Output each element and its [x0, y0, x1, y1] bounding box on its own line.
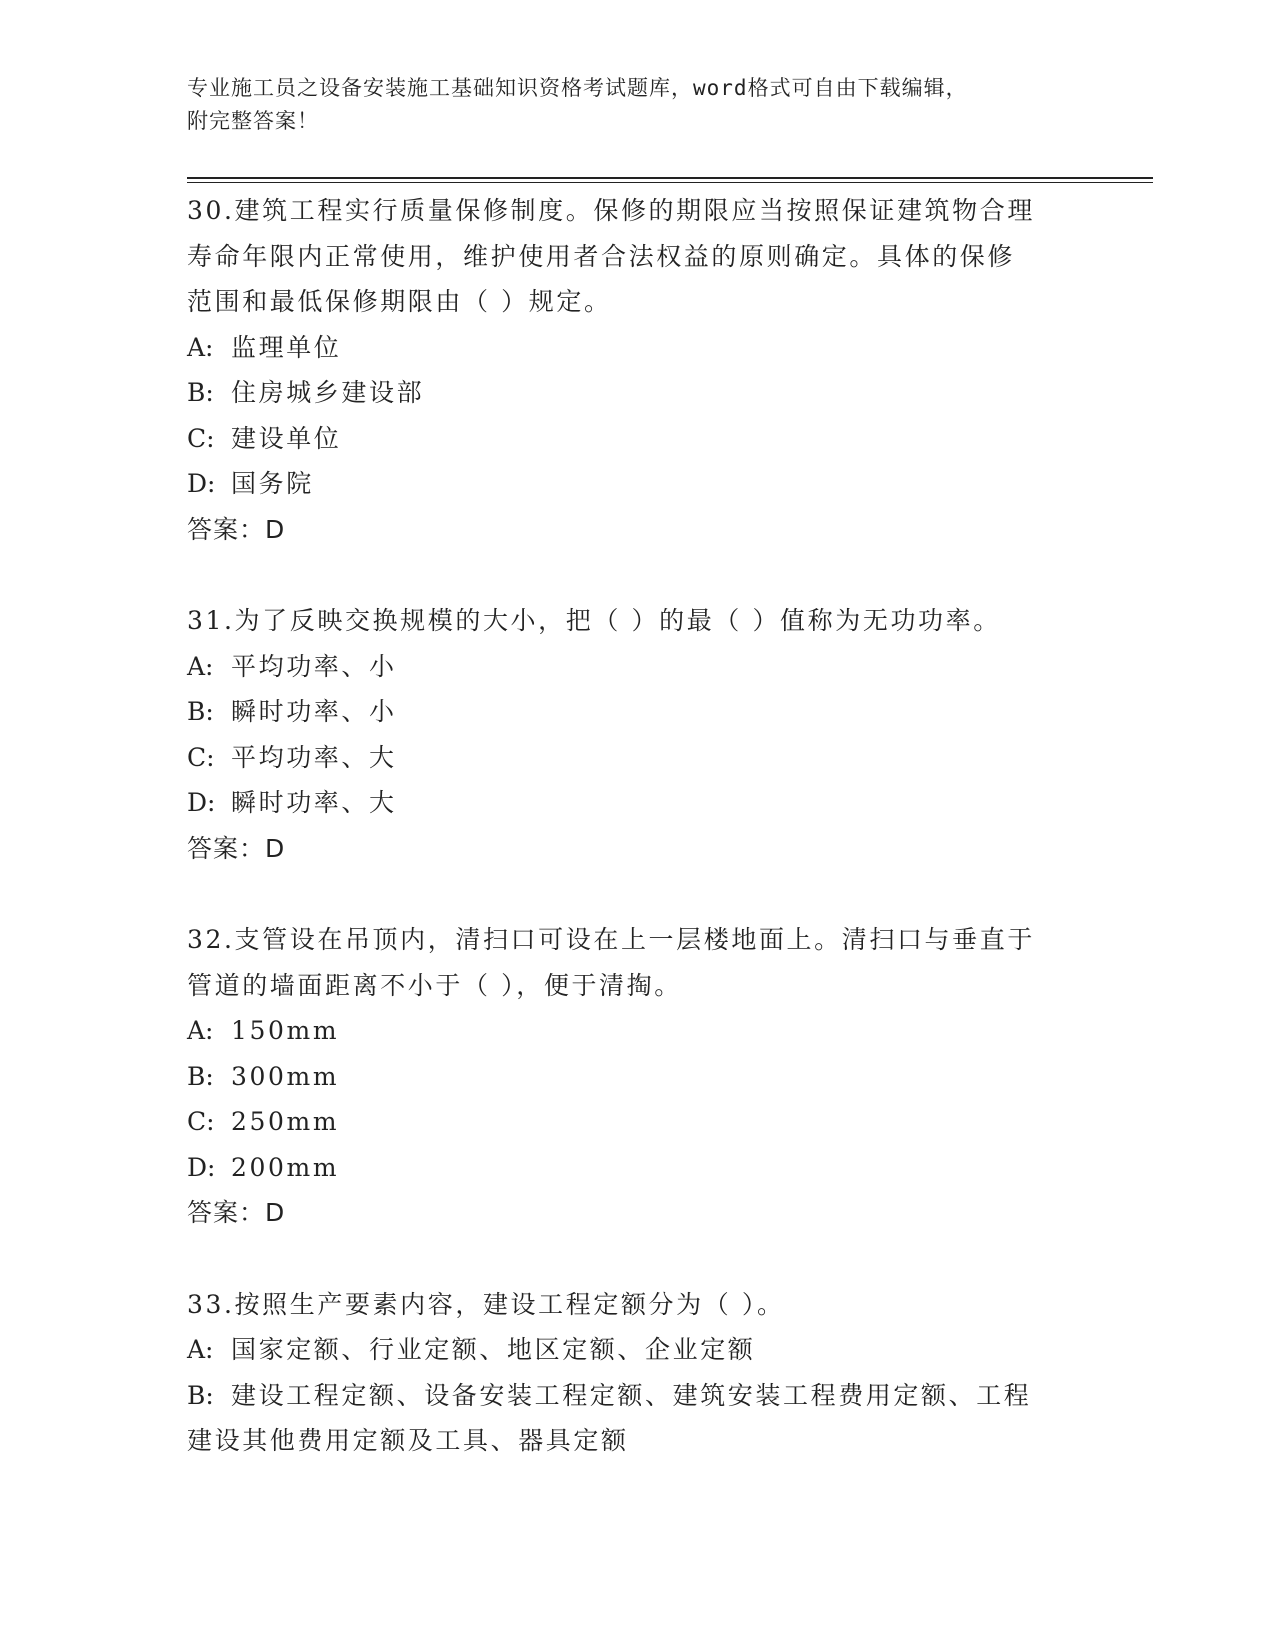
header-divider-thin — [187, 182, 1153, 183]
option-d — [187, 461, 1087, 507]
answer-label: 答案：D — [187, 514, 286, 544]
option-letter: C: — [187, 742, 215, 772]
option-text: 平均功率、小 — [231, 651, 397, 681]
option-text: 建设工程定额、设备安装工程定额、建筑安装工程费用定额、工程 — [231, 1380, 1032, 1410]
option-text: 监理单位 — [231, 332, 342, 362]
question-text: 33.按照生产要素内容，建设工程定额分为（ ）。 — [187, 1289, 785, 1319]
option-text: 平均功率、大 — [231, 742, 397, 772]
question-text: 范围和最低保修期限由（ ）规定。 — [187, 287, 612, 316]
option-letter: C: — [187, 423, 215, 453]
question-text: 30.建筑工程实行质量保修制度。保修的期限应当按照保证建筑物合理 — [187, 196, 1035, 225]
question-31 — [187, 598, 1087, 871]
option-a — [187, 1327, 1087, 1373]
option-letter: D: — [187, 788, 216, 817]
option-b — [187, 370, 1087, 416]
option-a — [187, 325, 1087, 371]
answer-label: 答案：D — [187, 833, 286, 863]
option-text: 150mm — [231, 1016, 340, 1045]
option-d — [187, 1145, 1087, 1191]
question-32 — [187, 917, 1087, 1236]
option-text: 建设单位 — [231, 423, 342, 453]
option-b — [187, 1373, 1087, 1419]
option-letter: B: — [187, 697, 214, 726]
option-c — [187, 416, 1087, 462]
option-d — [187, 780, 1087, 826]
option-letter: B: — [187, 1380, 214, 1410]
option-letter: A: — [187, 1335, 214, 1364]
question-30 — [187, 188, 1087, 552]
option-c — [187, 1099, 1087, 1145]
option-letter: B: — [187, 378, 214, 407]
option-text: 300mm — [231, 1061, 340, 1091]
header-divider-thick — [187, 177, 1153, 179]
question-text: 31.为了反映交换规模的大小，把（ ）的最（ ）值称为无功功率。 — [187, 606, 1001, 635]
document-header — [187, 72, 1087, 138]
question-text: 32.支管设在吊顶内，清扫口可设在上一层楼地面上。清扫口与垂直于 — [187, 925, 1035, 954]
option-c — [187, 735, 1087, 781]
option-a — [187, 1008, 1087, 1054]
question-text: 管道的墙面距离不小于（ ），便于清掏。 — [187, 970, 682, 1000]
header-line-1: 专业施工员之设备安装施工基础知识资格考试题库，word格式可自由下载编辑， — [187, 76, 968, 100]
option-continuation: 建设其他费用定额及工具、器具定额 — [187, 1426, 629, 1455]
question-text: 寿命年限内正常使用，维护使用者合法权益的原则确定。具体的保修 — [187, 241, 1016, 271]
option-letter: A: — [187, 651, 214, 681]
option-b — [187, 689, 1087, 735]
option-letter: D: — [187, 1152, 216, 1182]
question-list — [187, 188, 1087, 1510]
option-b — [187, 1054, 1087, 1100]
option-text: 住房城乡建设部 — [231, 378, 425, 407]
option-letter: B: — [187, 1061, 214, 1091]
option-text: 瞬时功率、小 — [231, 697, 397, 726]
question-33 — [187, 1282, 1087, 1464]
option-text: 250mm — [231, 1107, 340, 1136]
option-letter: C: — [187, 1107, 215, 1136]
header-line-2: 附完整答案！ — [187, 109, 319, 133]
option-text: 国务院 — [231, 469, 314, 498]
option-letter: A: — [187, 332, 214, 362]
option-text: 国家定额、行业定额、地区定额、企业定额 — [231, 1335, 756, 1364]
option-letter: A: — [187, 1016, 214, 1045]
option-a — [187, 644, 1087, 690]
option-letter: D: — [187, 469, 216, 498]
option-text: 瞬时功率、大 — [231, 788, 397, 817]
answer-label: 答案：D — [187, 1198, 286, 1227]
option-text: 200mm — [231, 1152, 340, 1182]
